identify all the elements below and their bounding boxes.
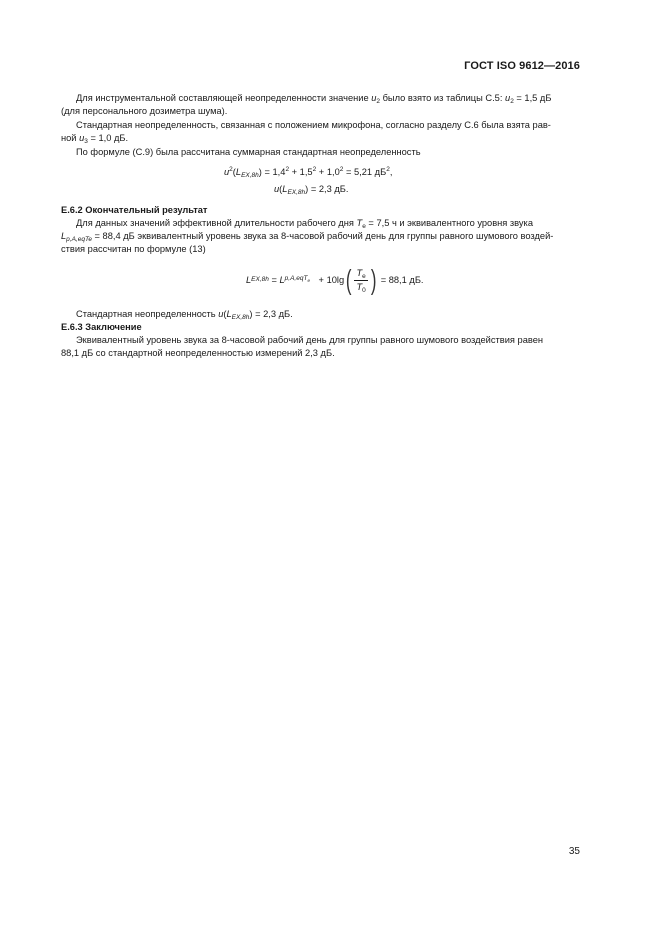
text: = 2,3 дБ. (252, 309, 293, 319)
var: L (279, 274, 285, 285)
subscript: 2 (510, 98, 514, 105)
subscript: 3 (84, 138, 88, 145)
var: u (79, 133, 85, 143)
paragraph-conclusion-cont (61, 347, 579, 360)
document-body (61, 92, 579, 360)
superscript: 2 (229, 166, 233, 173)
paragraph-final-result-end (61, 243, 579, 256)
subscript: EX,8h (241, 172, 259, 179)
subscript: p,A,eqTe (66, 236, 92, 243)
text: Эквивалентный уровень звука за 8-часовой рабочий день для группы равного шумового воздействия равен (76, 335, 544, 345)
paragraph-standard-uncertainty-result: Стандартная неопределенность $u(L_{EX,8h}) = 2,3$ дБ. (76, 309, 293, 321)
superscript: 2 (312, 166, 317, 173)
var: u (218, 309, 224, 319)
var: T (356, 218, 363, 228)
text: = 88,1 дБ. (378, 274, 424, 285)
subscript: e (362, 223, 366, 230)
section-heading-e63: Е.6.3 Заключение (61, 322, 142, 332)
var: L (246, 274, 252, 285)
var: u (371, 93, 377, 103)
var: u (224, 167, 230, 177)
text: = 1,0 дБ. (87, 133, 129, 143)
paragraph-final-result-cont (61, 230, 594, 243)
denominator (354, 281, 367, 293)
text: Для инструментальной составляющей неопределенности значение (76, 93, 372, 103)
text: = 88,4 дБ эквивалентный уровень звука за 8-часовой рабочий день для группы равного шумового воздей- (91, 231, 554, 241)
subscript: 2 (376, 98, 380, 105)
formula-combined-uncertainty: $u^2(L_{EX,8h}) = 1,4^2 + 1,5^2 + 1,0^2 = 5,21$ $дБ^2$, (224, 166, 393, 179)
numerator (354, 268, 367, 281)
var: L (282, 184, 288, 194)
text: По формуле (С.9) была рассчитана суммарная стандартная неопределенность (76, 147, 421, 157)
var: u (274, 184, 280, 194)
subscript: e (362, 272, 366, 280)
text: Стандартная неопределенность (76, 309, 219, 319)
text: Для данных значений эффективной длительности рабочего дня (76, 218, 357, 228)
var: L (61, 231, 67, 241)
paren-close: ) (370, 264, 377, 295)
text: Стандартная неопределенность, связанная с положением микрофона, согласно разделу С.6 была взята рав- (76, 120, 551, 130)
formula-standard-uncertainty: $u(L_{EX,8h}) = 2,3$ дБ. (274, 184, 349, 196)
superscript: 2 (386, 166, 390, 173)
page-number: 35 (568, 846, 580, 857)
text: + 1,5 (289, 167, 313, 177)
var: T (356, 267, 363, 278)
formula-exposure-level (76, 262, 579, 302)
subscript: EX,8h (231, 314, 250, 321)
text: было взято из таблицы С.5: (380, 93, 506, 103)
text: 88,1 дБ со стандартной неопределенностью измерений 2,3 дБ. (61, 348, 335, 358)
paragraph-combined-uncertainty (76, 146, 579, 159)
section-heading-e62: Е.6.2 Окончательный результат (61, 205, 208, 215)
document-header: ГОСТ ISO 9612—2016 (464, 60, 580, 72)
paren-open: ( (346, 264, 352, 295)
text: (для персонального дозиметра шума). (61, 106, 228, 116)
text: ной (61, 133, 80, 143)
text: , (389, 167, 393, 177)
var: L (226, 309, 232, 319)
subscript: p,A,eqT (284, 275, 308, 282)
paragraph-microphone-uncertainty (76, 119, 579, 132)
text: = 5,21 дБ (343, 167, 387, 177)
subscript: EX,8h (287, 189, 306, 196)
text: = 1,4 (261, 167, 286, 177)
superscript: 2 (285, 166, 290, 173)
paragraph-dosimeter-note (61, 105, 579, 118)
paragraph-instrumental-uncertainty (76, 92, 579, 105)
paragraph-microphone-uncertainty-cont (61, 132, 579, 145)
fraction (354, 268, 367, 293)
paragraph-conclusion (76, 334, 579, 347)
var: u (505, 93, 511, 103)
subscript: e (307, 278, 310, 283)
subscript: EX,8h (251, 276, 269, 283)
text: = 7,5 ч и эквивалентного уровня звука (365, 218, 533, 228)
text: + 1,0 (316, 167, 340, 177)
superscript: 2 (339, 166, 344, 173)
paragraph-final-result (76, 217, 579, 230)
text: ствия рассчитан по формуле (13) (61, 244, 206, 254)
text: = 1,5 дБ (513, 93, 552, 103)
text: = (268, 274, 280, 285)
text: + 10lg (315, 274, 345, 285)
text: = 2,3 дБ. (308, 184, 349, 194)
subscript: 0 (362, 286, 366, 294)
var: T (356, 281, 363, 292)
var: L (235, 167, 242, 177)
